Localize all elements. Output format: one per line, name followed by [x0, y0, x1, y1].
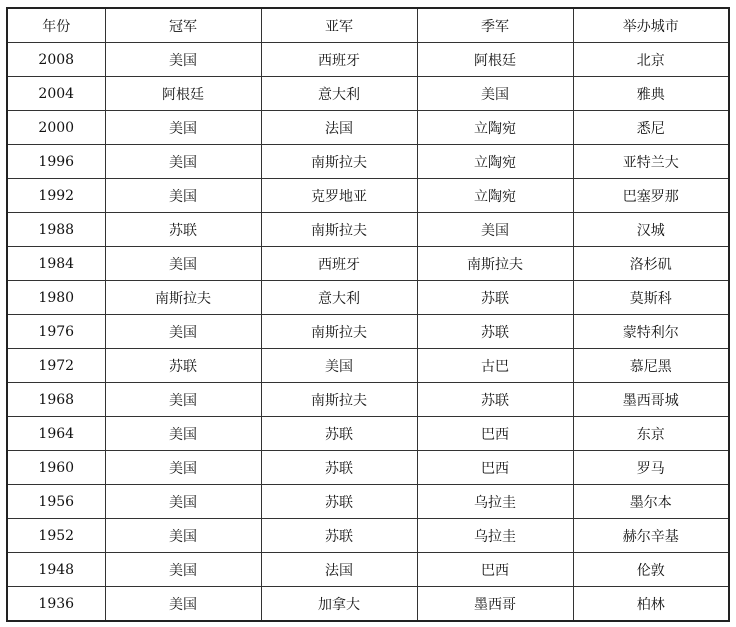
cell-third-place: 阿根廷 [417, 43, 573, 77]
cell-runner-up: 南斯拉夫 [261, 145, 417, 179]
cell-host-city: 巴塞罗那 [573, 179, 729, 213]
table-row [7, 587, 729, 622]
cell-champion: 美国 [105, 111, 261, 145]
cell-year: 1936 [7, 587, 105, 622]
cell-runner-up: 南斯拉夫 [261, 383, 417, 417]
table-row [7, 315, 729, 349]
cell-host-city: 墨西哥城 [573, 383, 729, 417]
cell-runner-up: 加拿大 [261, 587, 417, 622]
header-row [7, 8, 729, 43]
cell-host-city: 悉尼 [573, 111, 729, 145]
cell-runner-up: 南斯拉夫 [261, 315, 417, 349]
cell-year: 1964 [7, 417, 105, 451]
table-row [7, 247, 729, 281]
cell-runner-up: 苏联 [261, 519, 417, 553]
cell-host-city: 莫斯科 [573, 281, 729, 315]
cell-year: 2008 [7, 43, 105, 77]
cell-year: 1976 [7, 315, 105, 349]
cell-year: 2004 [7, 77, 105, 111]
cell-champion: 南斯拉夫 [105, 281, 261, 315]
cell-champion: 苏联 [105, 349, 261, 383]
cell-host-city: 柏林 [573, 587, 729, 622]
cell-champion: 美国 [105, 587, 261, 622]
table-row [7, 417, 729, 451]
table-row [7, 451, 729, 485]
cell-third-place: 立陶宛 [417, 145, 573, 179]
table-row [7, 43, 729, 77]
cell-runner-up: 意大利 [261, 281, 417, 315]
header-year: 年份 [7, 8, 105, 43]
cell-runner-up: 法国 [261, 553, 417, 587]
cell-champion: 美国 [105, 519, 261, 553]
table-row [7, 349, 729, 383]
cell-champion: 美国 [105, 383, 261, 417]
cell-champion: 美国 [105, 145, 261, 179]
header-third-place: 季军 [417, 8, 573, 43]
cell-champion: 美国 [105, 417, 261, 451]
cell-runner-up: 克罗地亚 [261, 179, 417, 213]
table-row [7, 281, 729, 315]
cell-third-place: 美国 [417, 213, 573, 247]
cell-year: 1980 [7, 281, 105, 315]
cell-third-place: 南斯拉夫 [417, 247, 573, 281]
header-runner-up: 亚军 [261, 8, 417, 43]
cell-year: 1948 [7, 553, 105, 587]
table-row [7, 77, 729, 111]
cell-champion: 美国 [105, 315, 261, 349]
cell-third-place: 立陶宛 [417, 179, 573, 213]
cell-year: 1984 [7, 247, 105, 281]
cell-champion: 苏联 [105, 213, 261, 247]
cell-runner-up: 美国 [261, 349, 417, 383]
cell-runner-up: 西班牙 [261, 43, 417, 77]
cell-champion: 美国 [105, 553, 261, 587]
table-row [7, 145, 729, 179]
cell-third-place: 立陶宛 [417, 111, 573, 145]
cell-runner-up: 苏联 [261, 485, 417, 519]
table-row [7, 213, 729, 247]
header-host-city: 举办城市 [573, 8, 729, 43]
cell-runner-up: 苏联 [261, 417, 417, 451]
table-body [7, 43, 729, 622]
cell-third-place: 墨西哥 [417, 587, 573, 622]
cell-host-city: 东京 [573, 417, 729, 451]
cell-year: 1956 [7, 485, 105, 519]
table-row [7, 111, 729, 145]
cell-host-city: 汉城 [573, 213, 729, 247]
results-table [6, 7, 730, 622]
cell-runner-up: 西班牙 [261, 247, 417, 281]
cell-third-place: 苏联 [417, 383, 573, 417]
cell-host-city: 洛杉矶 [573, 247, 729, 281]
results-table-container [6, 7, 728, 622]
cell-third-place: 古巴 [417, 349, 573, 383]
table-row [7, 383, 729, 417]
cell-year: 1996 [7, 145, 105, 179]
cell-year: 1968 [7, 383, 105, 417]
cell-third-place: 乌拉圭 [417, 485, 573, 519]
cell-host-city: 赫尔辛基 [573, 519, 729, 553]
cell-runner-up: 南斯拉夫 [261, 213, 417, 247]
cell-host-city: 墨尔本 [573, 485, 729, 519]
cell-third-place: 苏联 [417, 281, 573, 315]
cell-host-city: 雅典 [573, 77, 729, 111]
cell-host-city: 伦敦 [573, 553, 729, 587]
cell-third-place: 巴西 [417, 451, 573, 485]
cell-host-city: 亚特兰大 [573, 145, 729, 179]
cell-third-place: 乌拉圭 [417, 519, 573, 553]
header-champion: 冠军 [105, 8, 261, 43]
cell-year: 1988 [7, 213, 105, 247]
cell-year: 2000 [7, 111, 105, 145]
cell-champion: 美国 [105, 451, 261, 485]
cell-runner-up: 意大利 [261, 77, 417, 111]
cell-third-place: 巴西 [417, 553, 573, 587]
cell-runner-up: 法国 [261, 111, 417, 145]
cell-year: 1972 [7, 349, 105, 383]
cell-host-city: 慕尼黑 [573, 349, 729, 383]
cell-champion: 美国 [105, 485, 261, 519]
table-row [7, 553, 729, 587]
cell-champion: 阿根廷 [105, 77, 261, 111]
cell-champion: 美国 [105, 247, 261, 281]
cell-third-place: 苏联 [417, 315, 573, 349]
cell-champion: 美国 [105, 43, 261, 77]
cell-host-city: 蒙特利尔 [573, 315, 729, 349]
cell-third-place: 美国 [417, 77, 573, 111]
cell-runner-up: 苏联 [261, 451, 417, 485]
table-row [7, 179, 729, 213]
cell-third-place: 巴西 [417, 417, 573, 451]
table-row [7, 485, 729, 519]
cell-year: 1992 [7, 179, 105, 213]
cell-host-city: 罗马 [573, 451, 729, 485]
cell-year: 1952 [7, 519, 105, 553]
cell-year: 1960 [7, 451, 105, 485]
table-row [7, 519, 729, 553]
cell-host-city: 北京 [573, 43, 729, 77]
cell-champion: 美国 [105, 179, 261, 213]
